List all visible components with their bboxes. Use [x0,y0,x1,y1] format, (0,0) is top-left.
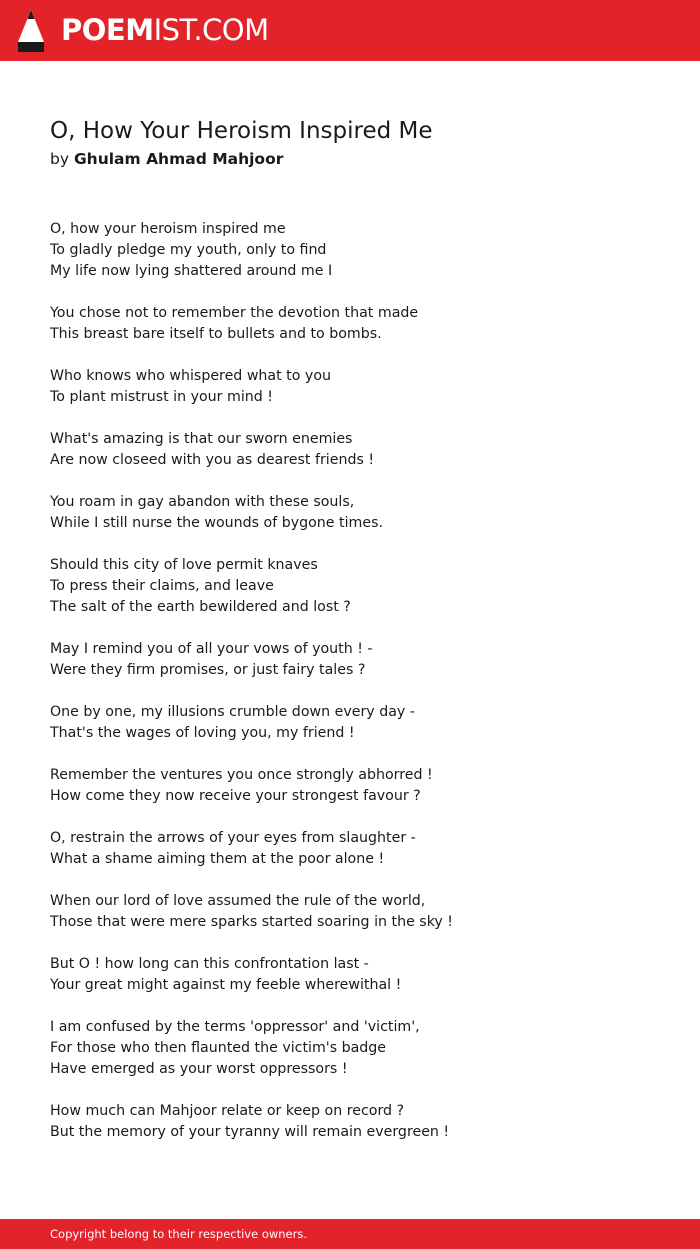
poem-line: Should this city of love permit knaves [50,557,318,573]
poem-line: Have emerged as your worst oppressors ! [50,1061,348,1077]
stanza [50,303,670,345]
poem-line: But the memory of your tyranny will remain evergreen ! [50,1124,450,1140]
poem-line: That's the wages of loving you, my friend ! [50,725,355,741]
stanza [50,555,670,618]
poem-line: How come they now receive your strongest favour ? [50,788,421,804]
poem-line: Who knows who whispered what to you [50,368,331,384]
poem-line: What's amazing is that our sworn enemies [50,431,353,447]
poem-line: The salt of the earth bewildered and lost ? [50,599,351,615]
poem-line: While I still nurse the wounds of bygone times. [50,515,383,531]
poem-line: To gladly pledge my youth, only to find [50,242,327,258]
stanza [50,954,670,996]
site-header [0,0,700,61]
stanza [50,492,670,534]
stanza [50,639,670,681]
stanza [50,828,670,870]
poem-line: One by one, my illusions crumble down every day - [50,704,415,720]
byline [50,148,283,170]
poem-line: Are now closeed with you as dearest friends ! [50,452,375,468]
site-logo-text[interactable] [61,12,269,48]
poem-line: My life now lying shattered around me I [50,263,333,279]
poem-line: For those who then flaunted the victim's badge [50,1040,387,1056]
poem-body [50,219,670,1164]
stanza [50,429,670,471]
poem-line: Your great might against my feeble wherewithal ! [50,977,402,993]
poem-line: Remember the ventures you once strongly abhorred ! [50,767,433,783]
pencil-logo-icon[interactable] [17,9,45,53]
poem-line: O, restrain the arrows of your eyes from slaughter - [50,830,416,846]
poem-line: You chose not to remember the devotion that made [50,305,419,321]
poem-line: O, how your heroism inspired me [50,221,286,237]
by-label: by [50,150,70,168]
poem-line: How much can Mahjoor relate or keep on record ? [50,1103,405,1119]
poem-line: But O ! how long can this confrontation last - [50,956,369,972]
site-footer [0,1219,700,1249]
poem-line: I am confused by the terms 'oppressor' and 'victim', [50,1019,420,1035]
stanza [50,366,670,408]
poem-line: Those that were mere sparks started soaring in the sky ! [50,914,453,930]
stanza [50,702,670,744]
poem-line: When our lord of love assumed the rule of the world, [50,893,426,909]
poem-line: You roam in gay abandon with these souls, [50,494,355,510]
stanza [50,891,670,933]
poem-line: What a shame aiming them at the poor alone ! [50,851,385,867]
poem-title: O, How Your Heroism Inspired Me [50,118,433,144]
poem-line: To press their claims, and leave [50,578,274,594]
poem-line: This breast bare itself to bullets and to bombs. [50,326,382,342]
logo-text-light: IST.COM [153,13,269,47]
stanza [50,1017,670,1080]
author-name: Ghulam Ahmad Mahjoor [73,150,284,168]
stanza [50,765,670,807]
poem-line: May I remind you of all your vows of youth ! - [50,641,373,657]
logo-text-bold: POEM [61,13,154,47]
stanza [50,219,670,282]
poem-line: To plant mistrust in your mind ! [50,389,273,405]
poem-line: Were they firm promises, or just fairy tales ? [50,662,366,678]
copyright-text: Copyright belong to their respective owners. [50,1227,308,1241]
stanza [50,1101,670,1143]
